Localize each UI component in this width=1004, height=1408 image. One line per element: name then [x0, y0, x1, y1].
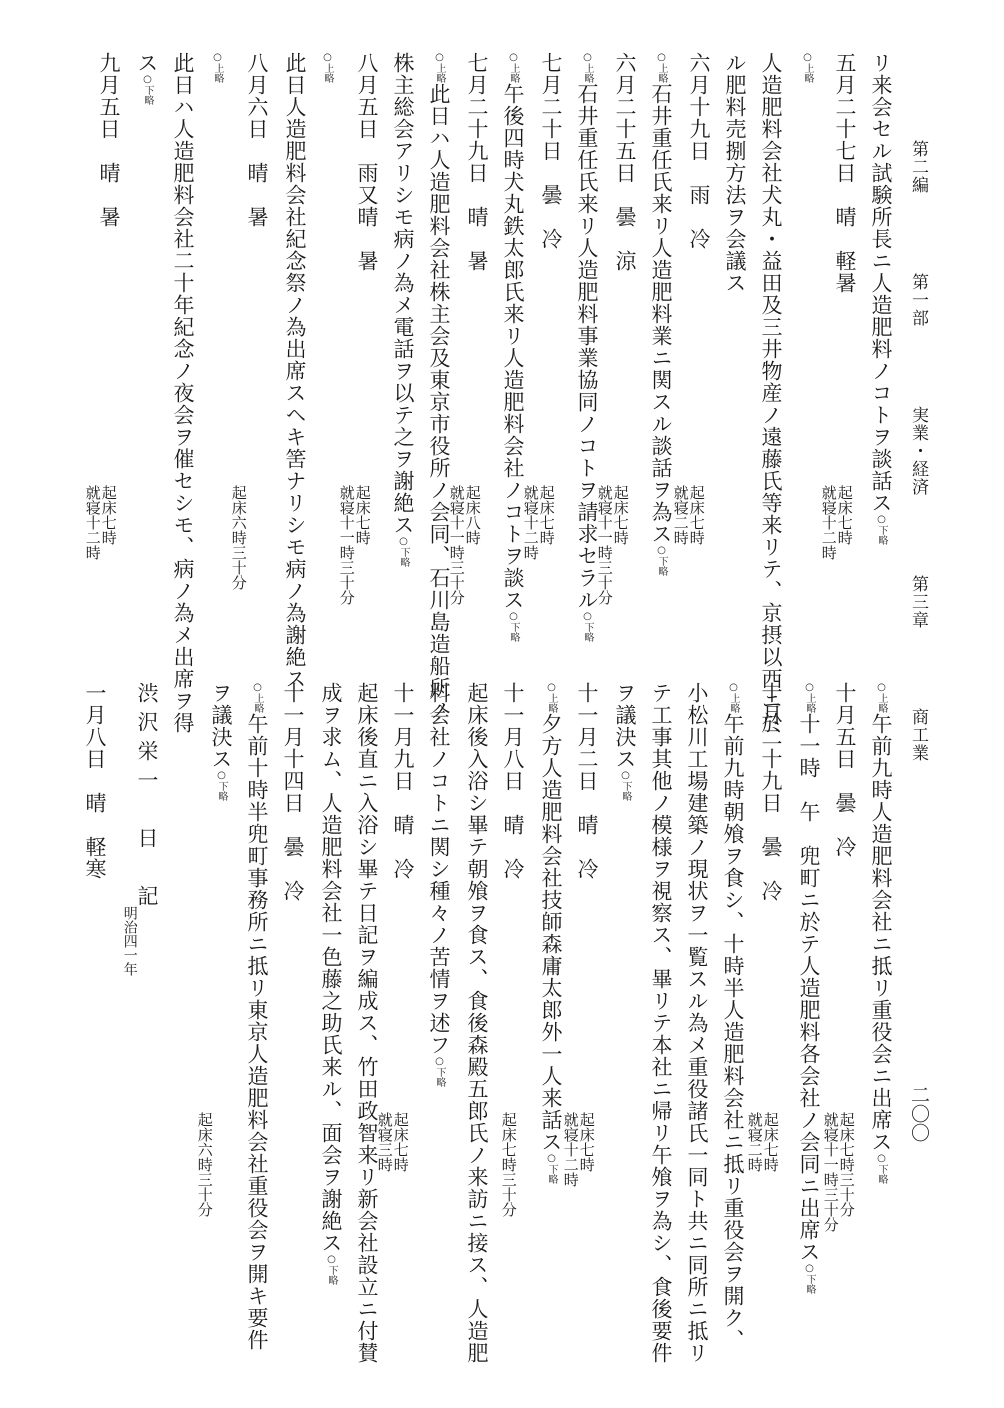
header-chapter-title: 商工業 — [908, 708, 928, 762]
side-note: 起床七時三十分 — [837, 1112, 856, 1217]
side-note: 起床七時 — [99, 485, 118, 545]
text-line: テ工事其他ノ模様ヲ視察ス、畢リテ本社ニ帰リ午飧ヲ為シ、食後要件 — [649, 682, 673, 1364]
text-line: 十一月九日 晴 冷 — [391, 682, 415, 880]
text-line: ヲ議決ス○下略 — [613, 682, 637, 801]
text-line: ○上略午前九時人造肥料会社ニ抵リ重役会ニ出席ス○下略 — [869, 682, 893, 1184]
text-line: 此日ハ人造肥料会社二十年紀念ノ夜会ヲ催セシモ、病ノ為メ出席ヲ得 — [171, 52, 195, 734]
text-line: 七月二十日 曇 冷 — [539, 52, 563, 250]
text-line: ス○下略 — [135, 52, 159, 105]
running-header — [906, 140, 931, 782]
text-line: 料会社ノコトニ関シ種々ノ苦情ヲ述フ○下略 — [427, 682, 451, 1087]
text-line: 九月五日 晴 暑 — [97, 52, 121, 228]
text-line: ○上略午後四時犬丸鉄太郎氏来リ人造肥料会社ノコトヲ談ス○下略 — [501, 52, 525, 642]
text-line: ○上略石井重任氏来リ人造肥料事業協同ノコトヲ請求セラル○下略 — [575, 52, 599, 642]
note-jouryaku: ○上略 — [322, 52, 333, 83]
side-note: 起床七時 — [687, 485, 706, 545]
text-line: 七月二十九日 晴 暑 — [465, 52, 489, 272]
text-line: 十月五日 曇 冷 — [833, 682, 857, 858]
text-line: 十一月十四日 曇 冷 — [281, 682, 305, 902]
side-note: 就寝十二時 — [83, 485, 102, 560]
side-note: 就寝十二時 — [819, 485, 838, 560]
note-jouryaku: ○上略 — [802, 52, 813, 83]
text-line: 八月五日 雨又晴 暑 — [355, 52, 379, 272]
header-section: 第一部 — [908, 273, 928, 327]
text-line: リ来会セル試験所長ニ人造肥料ノコトヲ談話ス○下略 — [869, 52, 893, 545]
side-note: 就寝三時 — [375, 1112, 394, 1172]
text-line: 五月二十七日 晴 軽暑 — [833, 52, 857, 294]
side-note: 起床八時 — [463, 485, 482, 545]
text-line: ル肥料売捌方法ヲ会議ス — [723, 52, 747, 294]
side-note: 起床七時 — [761, 1112, 780, 1172]
side-note: 就寝二時 — [745, 1112, 764, 1172]
side-note: 就寝十二時 — [561, 1112, 580, 1187]
text-line: ○上略十一時 午 兜町ニ於テ人造肥料各会社ノ会同ニ出席ス○下略 — [797, 682, 821, 1294]
text-line: 一月八日 晴 軽寒 — [83, 682, 107, 880]
text-line: 此日人造肥料会社紀念祭ノ為出席スヘキ筈ナリシモ病ノ為謝絶ス — [283, 52, 307, 690]
side-note: 起床七時 — [611, 485, 630, 545]
side-note: 就寝十一時三十分 — [447, 485, 466, 605]
text-line: ○上略午前十時半兜町事務所ニ抵リ東京人造肥料会社重役会ヲ開キ要件 — [245, 682, 269, 1351]
text-line: ヲ議決ス○下略 — [209, 682, 233, 801]
side-note: 起床七時 — [391, 1112, 410, 1172]
side-note: 就寝十一時三十分 — [337, 485, 356, 605]
diary-title: 渋沢栄一 日 記 — [135, 682, 159, 914]
header-chapter: 第三章 — [908, 575, 928, 629]
side-note: 就寝十二時 — [521, 485, 540, 560]
side-note: 就寝二時 — [671, 485, 690, 545]
text-line: 小松川工場建築ノ現状ヲ一覧スル為メ重役諸氏一同ト共ニ同所ニ抵リ — [685, 682, 709, 1364]
text-line: ○上略石井重任氏来リ人造肥料業ニ関スル談話ヲ為ス○下略 — [649, 52, 673, 576]
side-note: 起床七時 — [537, 485, 556, 545]
text-line: 人造肥料会社犬丸・益田及三井物産ノ遠藤氏等来リテ、京摂以西ニ於 — [759, 52, 783, 734]
text-line: ○上略夕方人造肥料会社技師森庸太郎外一人来話ス○下略 — [539, 682, 563, 1184]
text-line: 八月六日 晴 暑 — [245, 52, 269, 228]
side-note: 起床七時 — [835, 485, 854, 545]
note-jouryaku: ○上略 — [212, 52, 223, 83]
header-part: 第二編 — [908, 140, 928, 194]
side-note: 起床六時三十分 — [195, 1112, 214, 1217]
text-line: 起床後入浴シ畢テ朝飧ヲ食ス、食後森殿五郎氏ノ来訪ニ接ス、人造肥 — [465, 682, 489, 1364]
text-line: 十一月二日 晴 冷 — [575, 682, 599, 880]
text-line: 六月十九日 雨 冷 — [687, 52, 711, 250]
page-number: 二〇〇 — [908, 1085, 930, 1142]
side-note: 就寝十一時三十分 — [821, 1112, 840, 1232]
diary-year: 明治四一年 — [121, 906, 138, 976]
header-category: 実業・経済 — [908, 406, 928, 496]
text-line: 十一月八日 晴 冷 — [501, 682, 525, 880]
text-line: 起床後直ニ入浴シ畢テ日記ヲ編成ス、竹田政智来リ新会社設立ニ付賛 — [355, 682, 379, 1364]
text-line: 株主総会アリシモ病ノ為メ電話ヲ以テ之ヲ謝絶ス○下略 — [391, 52, 415, 567]
text-line: 六月二十五日 曇 涼 — [613, 52, 637, 272]
text-line: 十月二十九日 曇 冷 — [759, 682, 783, 902]
side-note: 起床七時 — [353, 485, 372, 545]
text-line: ○上略午前九時朝飧ヲ食シ、十時半人造肥料会社ニ抵リ重役会ヲ開ク、 — [721, 682, 745, 1351]
text-line: ○上略此日ハ人造肥料会社株主会及東京市役所ノ会同、石川島造船所ノ — [427, 52, 451, 721]
text-line: 成ヲ求ム、人造肥料会社一色藤之助氏来ル、面会ヲ謝絶ス○下略 — [319, 682, 343, 1285]
side-note: 起床七時 — [577, 1112, 596, 1172]
side-note: 起床七時三十分 — [499, 1112, 518, 1217]
side-note: 就寝十一時三十分 — [595, 485, 614, 605]
side-note: 起床六時三十分 — [229, 485, 248, 590]
